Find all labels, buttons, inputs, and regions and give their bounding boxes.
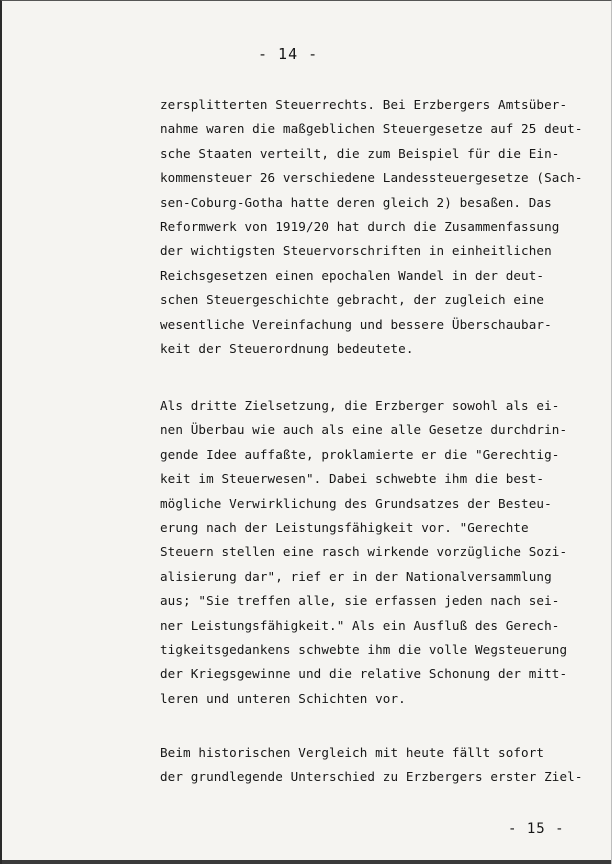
text-line: nen Überbau wie auch als eine alle Gesetze durchdrin- — [160, 422, 568, 438]
text-line: alisierung dar", rief er in der Nationalversammlung — [160, 568, 552, 584]
page-number-footer: - 15 - — [508, 821, 565, 837]
text-line: aus; "Sie treffen alle, sie erfassen jeden nach sei- — [160, 593, 560, 609]
text-line: Reformwerk von 1919/20 hat durch die Zusammenfassung — [160, 218, 560, 234]
text-line: keit der Steuerordnung bedeutete. — [160, 340, 414, 356]
scan-bottom-edge — [2, 860, 611, 864]
text-line: Reichsgesetzen einen epochalen Wandel in der deut- — [160, 267, 545, 283]
text-line: sche Staaten verteilt, die zum Beispiel für die Ein- — [160, 145, 560, 161]
paragraph-3 — [160, 741, 583, 790]
text-line: erung nach der Leistungsfähigkeit vor. "Gerechte — [160, 519, 529, 535]
text-line: ner Leistungsfähigkeit." Als ein Ausfluß des Gerech- — [160, 617, 560, 633]
text-line: schen Steuergeschichte gebracht, der zugleich eine — [160, 292, 545, 308]
text-line: wesentliche Vereinfachung und bessere Überschaubar- — [160, 316, 552, 332]
text-line: zersplitterten Steuerrechts. Bei Erzbergers Amtsüber- — [160, 97, 568, 112]
text-line: sen-Coburg-Gotha hatte deren gleich 2) besaßen. Das — [160, 194, 552, 210]
text-line: gende Idee auffaßte, proklamierte er die "Gerechtig- — [160, 446, 560, 462]
text-line: der grundlegende Unterschied zu Erzbergers erster Ziel- — [160, 769, 583, 785]
text-line: tigkeitsgedankens schwebte ihm die volle Wegsteuerung — [160, 641, 568, 657]
text-line: mögliche Verwirklichung des Grundsatzes der Besteu- — [160, 495, 552, 511]
text-line: kommensteuer 26 verschiedene Landessteuergesetze (Sach- — [160, 170, 583, 186]
page-number-header: - 14 - — [258, 45, 319, 63]
paragraph-2 — [160, 394, 567, 711]
text-line: Als dritte Zielsetzung, die Erzberger sowohl als ei- — [160, 398, 560, 413]
text-line: der Kriegsgewinne und die relative Schonung der mitt- — [160, 666, 568, 682]
text-line: Steuern stellen eine rasch wirkende vorzügliche Sozi- — [160, 544, 568, 560]
text-line: Beim historischen Vergleich mit heute fällt sofort — [160, 745, 545, 760]
text-line: leren und unteren Schichten vor. — [160, 690, 406, 706]
text-line: nahme waren die maßgeblichen Steuergesetze auf 25 deut- — [160, 121, 583, 137]
text-line: keit im Steuerwesen". Dabei schwebte ihm die best- — [160, 471, 545, 487]
text-line: der wichtigsten Steuervorschriften in einheitlichen — [160, 243, 552, 259]
paragraph-1 — [160, 93, 583, 361]
